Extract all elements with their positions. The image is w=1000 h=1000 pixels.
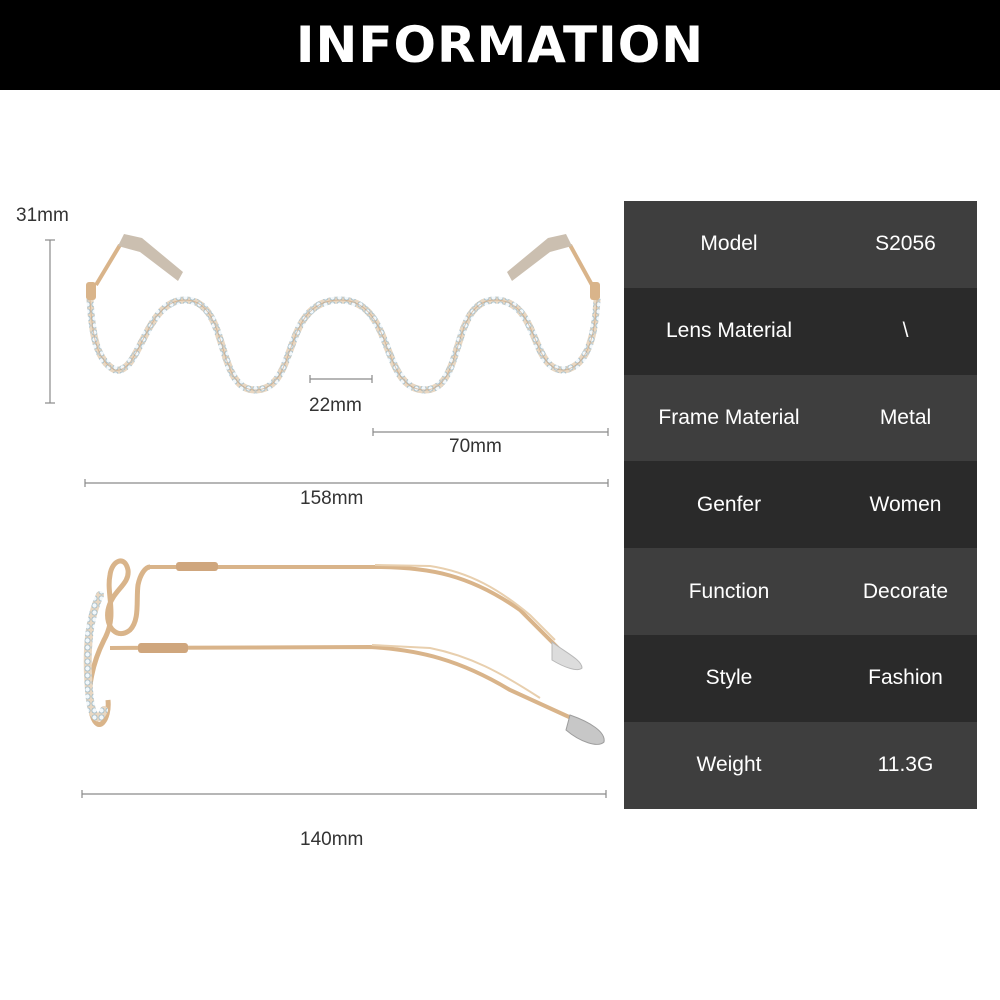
spec-table <box>624 201 977 809</box>
spec-row-function <box>624 548 977 635</box>
height-label: 31mm <box>16 205 69 226</box>
front-left-temple <box>96 234 183 285</box>
spec-row-gender <box>624 461 977 548</box>
spec-value: Decorate <box>862 579 949 603</box>
spec-key: Frame Material <box>658 405 800 429</box>
wavy-frame <box>90 300 597 390</box>
temple-length-label: 140mm <box>300 829 364 850</box>
spec-key: Weight <box>696 753 762 777</box>
spec-value: \ <box>902 319 909 343</box>
bridge-label: 22mm <box>309 395 362 416</box>
spec-value: S2056 <box>875 232 936 256</box>
spec-row-lens-material <box>624 288 977 375</box>
spec-row-frame-material <box>624 375 977 462</box>
front-right-temple <box>507 234 592 285</box>
spec-row-weight <box>624 722 977 809</box>
side-view-glasses <box>88 561 604 744</box>
header-title: INFORMATION <box>295 16 705 74</box>
spec-key: Style <box>705 666 753 690</box>
left-hinge <box>86 282 96 300</box>
spec-value: Fashion <box>868 666 943 690</box>
spec-row-style <box>624 635 977 722</box>
spec-value: Metal <box>879 405 932 429</box>
right-hinge <box>590 282 600 300</box>
spec-key: Function <box>688 579 770 603</box>
spec-value: 11.3G <box>877 753 934 777</box>
frame-width-label: 158mm <box>300 488 364 509</box>
lens-label: 70mm <box>449 436 502 457</box>
spec-key: Model <box>700 232 758 256</box>
spec-key: Lens Material <box>665 319 793 343</box>
spec-row-model <box>624 201 977 288</box>
spec-key: Genfer <box>696 492 762 516</box>
spec-value: Women <box>869 492 942 516</box>
